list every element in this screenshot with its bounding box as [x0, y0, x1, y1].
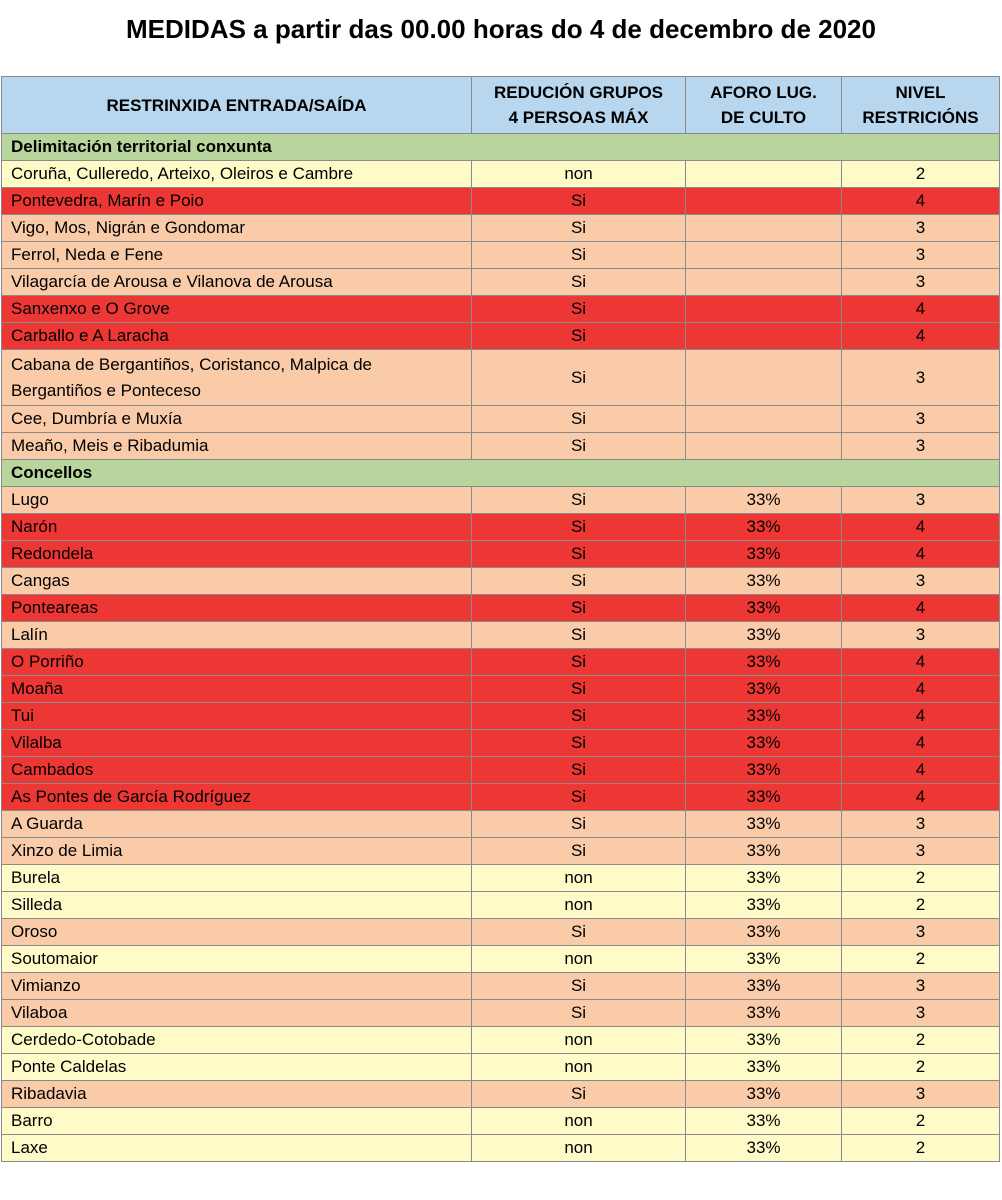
cell-name: Sanxenxo e O Grove [2, 296, 472, 323]
cell-name: Moaña [2, 676, 472, 703]
cell-nivel: 2 [842, 1135, 1000, 1162]
cell-nivel: 2 [842, 1054, 1000, 1081]
cell-aforo: 33% [686, 811, 842, 838]
cell-grupos: non [472, 1027, 686, 1054]
cell-aforo: 33% [686, 622, 842, 649]
cell-name: Oroso [2, 919, 472, 946]
cell-aforo: 33% [686, 541, 842, 568]
cell-grupos: Si [472, 406, 686, 433]
cell-grupos: Si [472, 757, 686, 784]
header-nivel-line2: RESTRICIÓNS [862, 108, 979, 127]
cell-name: Redondela [2, 541, 472, 568]
cell-nivel: 4 [842, 676, 1000, 703]
cell-nivel: 3 [842, 919, 1000, 946]
table-row [2, 1108, 1000, 1135]
table-row [2, 1081, 1000, 1108]
cell-nivel: 2 [842, 865, 1000, 892]
header-nivel [842, 77, 1000, 134]
table-row [2, 242, 1000, 269]
cell-grupos: Si [472, 541, 686, 568]
cell-name: Lugo [2, 487, 472, 514]
cell-aforo: 33% [686, 892, 842, 919]
cell-grupos: Si [472, 973, 686, 1000]
cell-grupos: Si [472, 595, 686, 622]
cell-grupos: Si [472, 622, 686, 649]
cell-grupos: Si [472, 649, 686, 676]
cell-name: Narón [2, 514, 472, 541]
cell-grupos: non [472, 892, 686, 919]
cell-name: Ponteareas [2, 595, 472, 622]
cell-grupos: non [472, 161, 686, 188]
cell-nivel: 2 [842, 161, 1000, 188]
page-title: MEDIDAS a partir das 00.00 horas do 4 de decembro de 2020 [126, 14, 876, 44]
cell-nivel: 3 [842, 215, 1000, 242]
table-row [2, 296, 1000, 323]
section-label: Concellos [2, 460, 1000, 487]
cell-nivel: 4 [842, 784, 1000, 811]
header-aforo [686, 77, 842, 134]
table-row [2, 622, 1000, 649]
cell-name: Ferrol, Neda e Fene [2, 242, 472, 269]
cell-name: Cambados [2, 757, 472, 784]
cell-name: Tui [2, 703, 472, 730]
cell-aforo: 33% [686, 919, 842, 946]
table-row [2, 541, 1000, 568]
cell-aforo: 33% [686, 568, 842, 595]
table-row [2, 1027, 1000, 1054]
cell-grupos: Si [472, 350, 686, 406]
cell-aforo [686, 161, 842, 188]
table-row [2, 433, 1000, 460]
cell-aforo: 33% [686, 595, 842, 622]
cell-aforo: 33% [686, 865, 842, 892]
table-row [2, 892, 1000, 919]
section-row [2, 460, 1000, 487]
cell-aforo: 33% [686, 649, 842, 676]
cell-nivel: 4 [842, 595, 1000, 622]
cell-name: Vilaboa [2, 1000, 472, 1027]
cell-grupos: Si [472, 296, 686, 323]
table-row [2, 514, 1000, 541]
header-row [2, 77, 1000, 134]
table-row [2, 919, 1000, 946]
cell-nivel: 4 [842, 703, 1000, 730]
cell-grupos: non [472, 1054, 686, 1081]
cell-name: Vimianzo [2, 973, 472, 1000]
cell-aforo: 33% [686, 730, 842, 757]
cell-nivel: 4 [842, 730, 1000, 757]
cell-aforo [686, 215, 842, 242]
cell-name: A Guarda [2, 811, 472, 838]
section-label: Delimitación territorial conxunta [2, 134, 1000, 161]
cell-aforo: 33% [686, 1000, 842, 1027]
header-nivel-line1: NIVEL [895, 83, 946, 102]
header-aforo-line2: DE CULTO [720, 108, 807, 127]
table-row [2, 188, 1000, 215]
cell-name: Silleda [2, 892, 472, 919]
table-row [2, 1135, 1000, 1162]
cell-nivel: 3 [842, 487, 1000, 514]
cell-nivel: 3 [842, 568, 1000, 595]
table-body [2, 134, 1000, 1162]
cell-aforo [686, 269, 842, 296]
cell-nivel: 2 [842, 892, 1000, 919]
cell-aforo [686, 296, 842, 323]
cell-aforo: 33% [686, 1081, 842, 1108]
cell-grupos: Si [472, 323, 686, 350]
cell-name: Vilagarcía de Arousa e Vilanova de Arousa [2, 269, 472, 296]
table-row [2, 323, 1000, 350]
cell-nivel: 3 [842, 350, 1000, 406]
cell-grupos: Si [472, 188, 686, 215]
cell-name: As Pontes de García Rodríguez [2, 784, 472, 811]
cell-grupos: Si [472, 568, 686, 595]
cell-grupos: Si [472, 1000, 686, 1027]
cell-name: Soutomaior [2, 946, 472, 973]
cell-aforo [686, 242, 842, 269]
cell-nivel: 3 [842, 811, 1000, 838]
table-row [2, 730, 1000, 757]
table-row [2, 350, 1000, 406]
cell-grupos: non [472, 1108, 686, 1135]
cell-nivel: 3 [842, 622, 1000, 649]
cell-nivel: 3 [842, 433, 1000, 460]
table-row [2, 1000, 1000, 1027]
cell-nivel: 4 [842, 323, 1000, 350]
header-reducion-line1: REDUCIÓN GRUPOS [493, 83, 664, 102]
table-row [2, 973, 1000, 1000]
table-row [2, 161, 1000, 188]
cell-aforo: 33% [686, 703, 842, 730]
cell-name: O Porriño [2, 649, 472, 676]
table-row [2, 568, 1000, 595]
cell-nivel: 4 [842, 541, 1000, 568]
cell-grupos: Si [472, 215, 686, 242]
header-aforo-line1: AFORO LUG. [710, 83, 817, 102]
table-row [2, 215, 1000, 242]
cell-nivel: 3 [842, 1000, 1000, 1027]
cell-aforo [686, 350, 842, 406]
cell-nivel: 3 [842, 242, 1000, 269]
cell-aforo: 33% [686, 514, 842, 541]
table-row [2, 487, 1000, 514]
cell-grupos: Si [472, 242, 686, 269]
table-row [2, 784, 1000, 811]
cell-nivel: 3 [842, 973, 1000, 1000]
cell-name: Cabana de Bergantiños, Coristanco, Malpica de Bergantiños e Ponteceso [2, 350, 472, 406]
table-row [2, 757, 1000, 784]
cell-aforo: 33% [686, 784, 842, 811]
cell-name: Burela [2, 865, 472, 892]
cell-grupos: Si [472, 514, 686, 541]
cell-grupos: Si [472, 811, 686, 838]
cell-aforo: 33% [686, 946, 842, 973]
cell-nivel: 4 [842, 757, 1000, 784]
table-row [2, 406, 1000, 433]
cell-grupos: non [472, 946, 686, 973]
table-row [2, 595, 1000, 622]
cell-grupos: non [472, 1135, 686, 1162]
cell-name: Cerdedo-Cotobade [2, 1027, 472, 1054]
cell-nivel: 2 [842, 946, 1000, 973]
cell-nivel: 3 [842, 838, 1000, 865]
cell-aforo: 33% [686, 1135, 842, 1162]
cell-nivel: 4 [842, 514, 1000, 541]
cell-nivel: 3 [842, 269, 1000, 296]
table-row [2, 269, 1000, 296]
cell-name: Laxe [2, 1135, 472, 1162]
header-restrinxida: RESTRINXIDA ENTRADA/SAÍDA [2, 77, 472, 134]
table-row [2, 703, 1000, 730]
cell-nivel: 2 [842, 1027, 1000, 1054]
header-reducion-line2: 4 PERSOAS MÁX [508, 108, 649, 127]
cell-name: Ribadavia [2, 1081, 472, 1108]
table-row [2, 838, 1000, 865]
cell-aforo: 33% [686, 1054, 842, 1081]
cell-name: Vilalba [2, 730, 472, 757]
cell-grupos: Si [472, 487, 686, 514]
cell-name: Carballo e A Laracha [2, 323, 472, 350]
cell-nivel: 3 [842, 406, 1000, 433]
table-row [2, 811, 1000, 838]
header-reducion-grupos [472, 77, 686, 134]
cell-aforo [686, 188, 842, 215]
cell-name: Coruña, Culleredo, Arteixo, Oleiros e Cambre [2, 161, 472, 188]
cell-grupos: Si [472, 730, 686, 757]
table-row [2, 676, 1000, 703]
cell-name: Ponte Caldelas [2, 1054, 472, 1081]
section-row [2, 134, 1000, 161]
cell-grupos: Si [472, 676, 686, 703]
cell-name: Barro [2, 1108, 472, 1135]
cell-grupos: Si [472, 784, 686, 811]
cell-grupos: Si [472, 703, 686, 730]
cell-nivel: 4 [842, 188, 1000, 215]
cell-aforo: 33% [686, 1027, 842, 1054]
cell-aforo [686, 406, 842, 433]
cell-name: Cee, Dumbría e Muxía [2, 406, 472, 433]
cell-nivel: 3 [842, 1081, 1000, 1108]
table-row [2, 946, 1000, 973]
cell-aforo [686, 323, 842, 350]
cell-grupos: Si [472, 433, 686, 460]
cell-grupos: Si [472, 919, 686, 946]
cell-name: Meaño, Meis e Ribadumia [2, 433, 472, 460]
cell-nivel: 4 [842, 649, 1000, 676]
cell-aforo: 33% [686, 838, 842, 865]
cell-aforo: 33% [686, 973, 842, 1000]
cell-aforo: 33% [686, 676, 842, 703]
cell-grupos: Si [472, 269, 686, 296]
cell-nivel: 2 [842, 1108, 1000, 1135]
cell-nivel: 4 [842, 296, 1000, 323]
cell-name: Cangas [2, 568, 472, 595]
cell-aforo [686, 433, 842, 460]
cell-aforo: 33% [686, 1108, 842, 1135]
table-row [2, 1054, 1000, 1081]
cell-grupos: non [472, 865, 686, 892]
table-row [2, 865, 1000, 892]
cell-name: Vigo, Mos, Nigrán e Gondomar [2, 215, 472, 242]
cell-grupos: Si [472, 1081, 686, 1108]
cell-aforo: 33% [686, 487, 842, 514]
cell-name: Xinzo de Limia [2, 838, 472, 865]
cell-name: Lalín [2, 622, 472, 649]
cell-grupos: Si [472, 838, 686, 865]
cell-aforo: 33% [686, 757, 842, 784]
table-row [2, 649, 1000, 676]
cell-name: Pontevedra, Marín e Poio [2, 188, 472, 215]
measures-table [1, 76, 1000, 1162]
